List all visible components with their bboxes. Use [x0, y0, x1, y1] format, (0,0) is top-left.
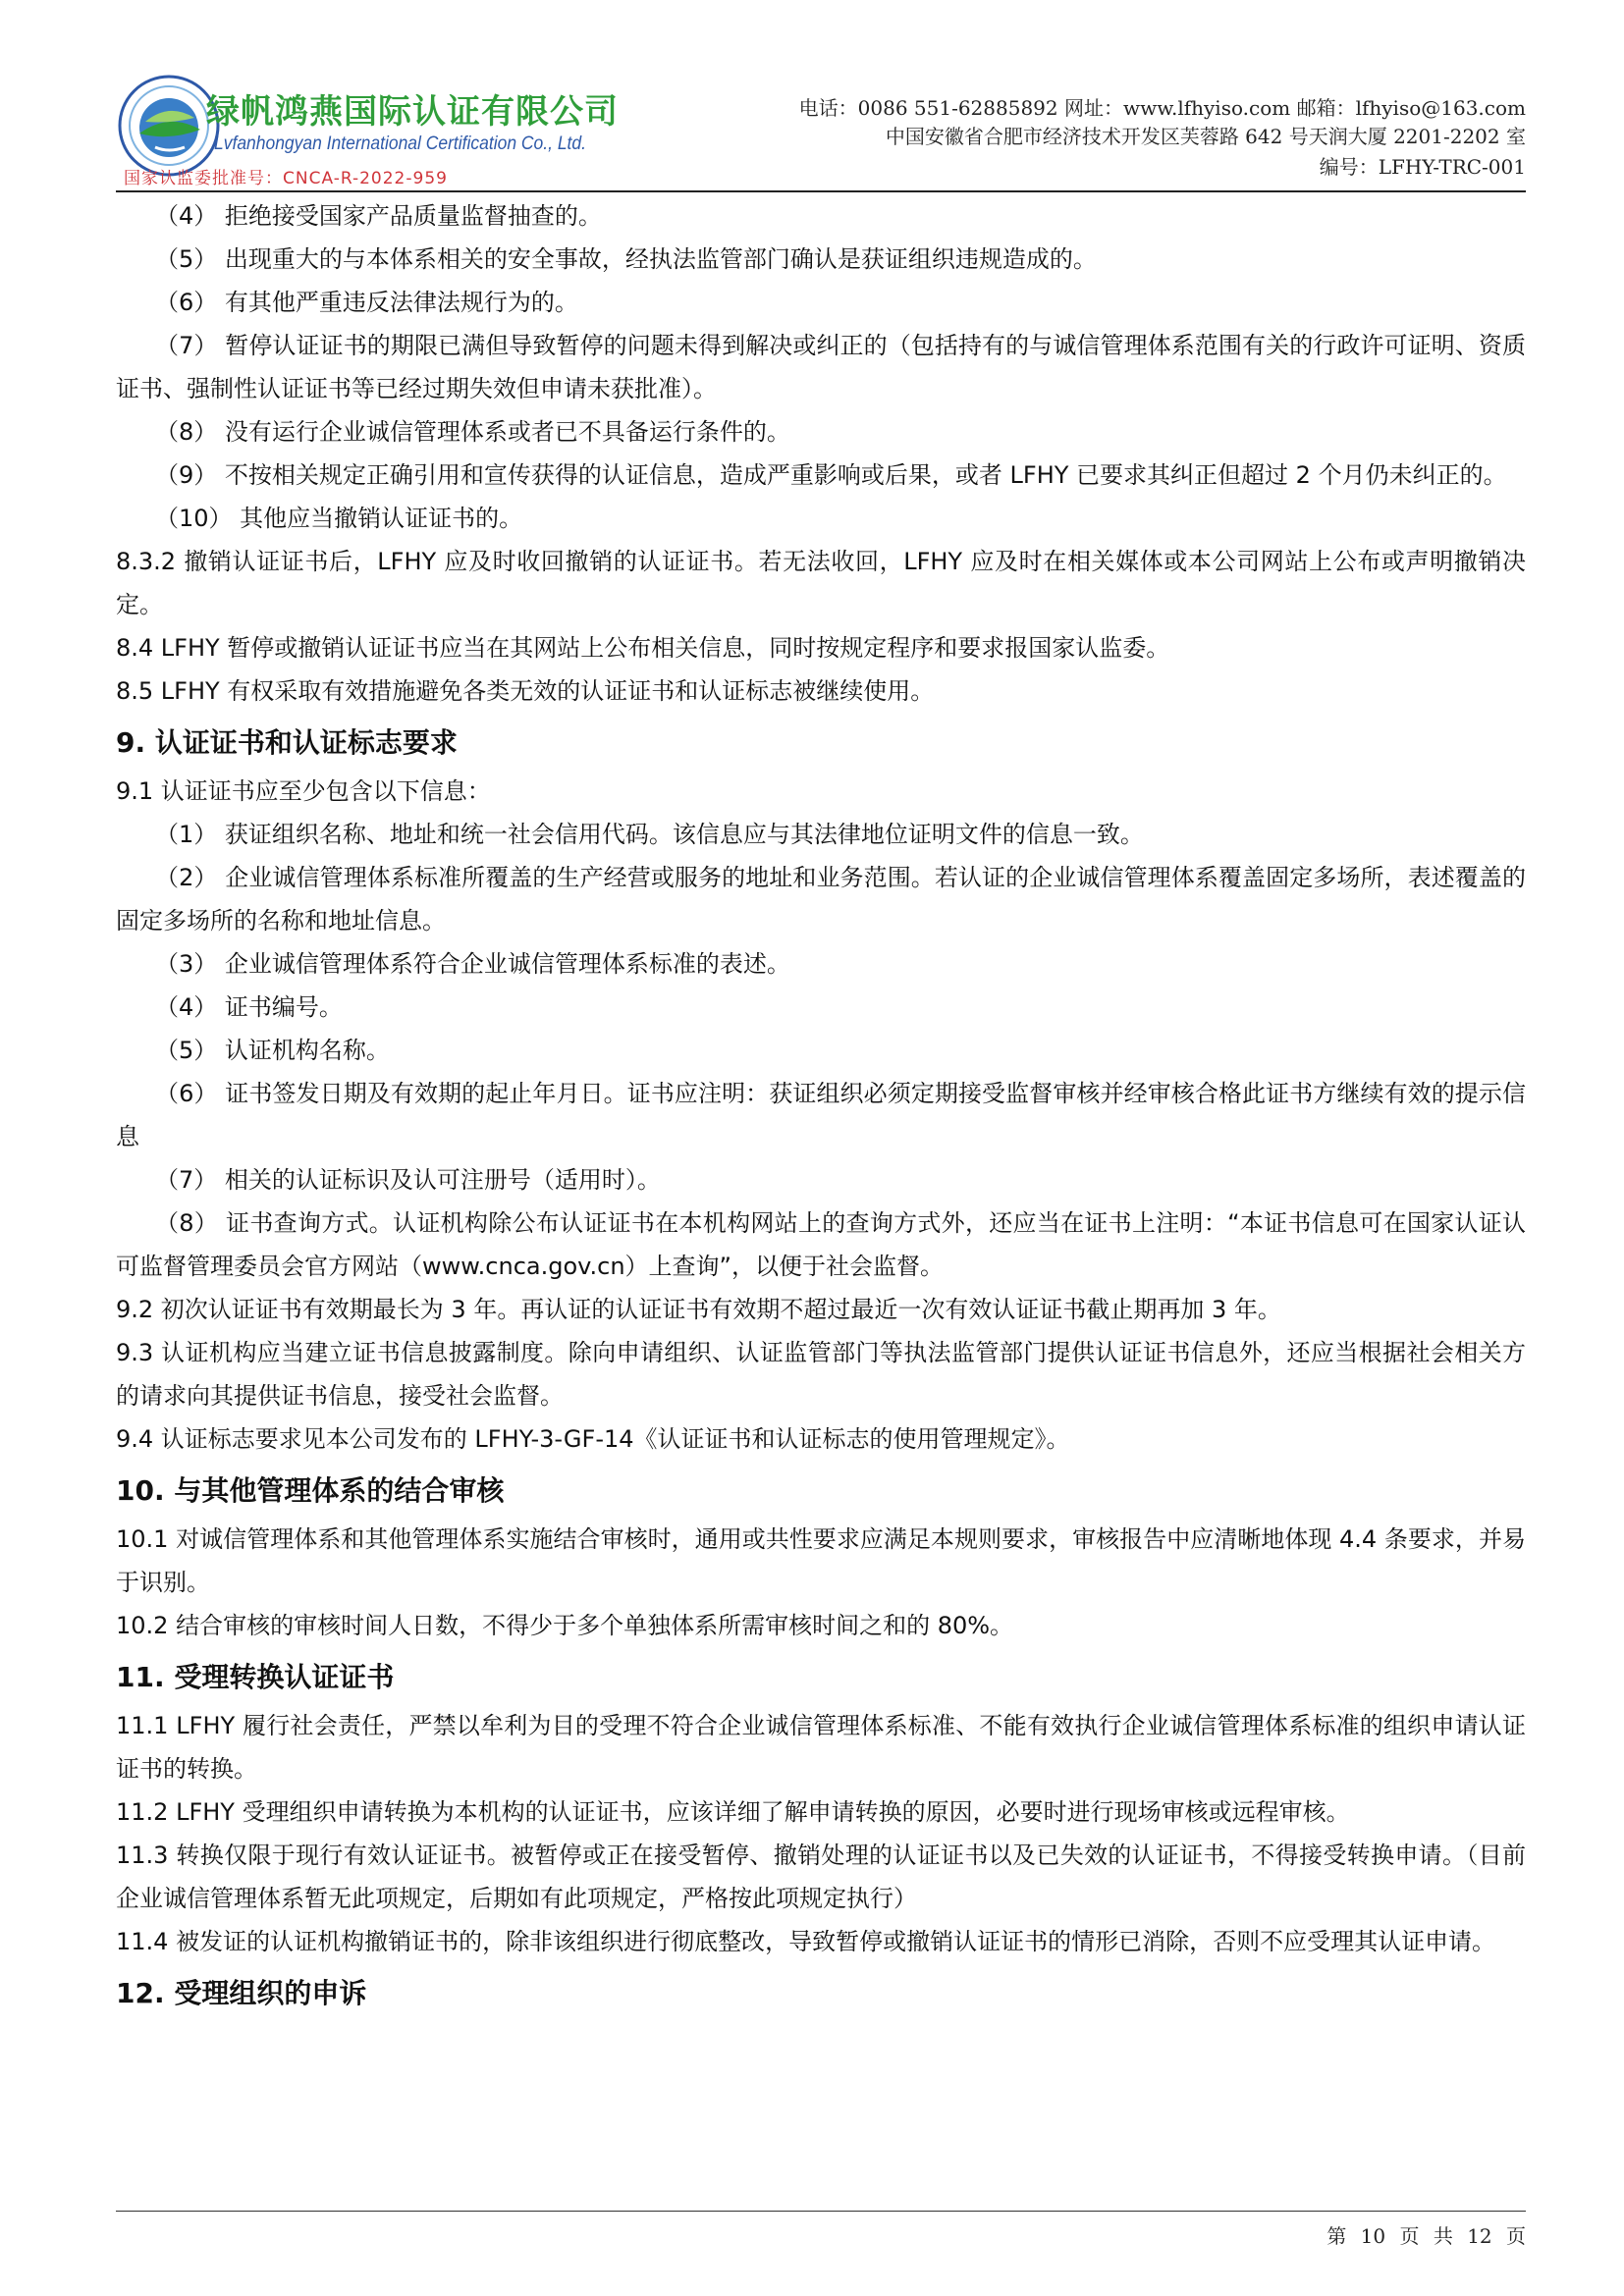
company-name-en: Lvfanhongyan International Certification Co., Ltd. — [214, 133, 586, 154]
section-heading-12: 12. 受理组织的申诉 — [116, 1977, 367, 2009]
section-heading-10: 10. 与其他管理体系的结合审核 — [116, 1474, 505, 1507]
paragraph: 11.2 LFHY 受理组织申请转换为本机构的认证证书，应该详细了解申请转换的原因，必要时进行现场审核或远程审核。 — [116, 1798, 1350, 1826]
section-heading-11: 11. 受理转换认证证书 — [116, 1661, 395, 1693]
paragraph: （7） 暂停认证证书的期限已满但导致暂停的问题未得到解决或纠正的（包括持有的与诚信管理体系范围有关的行政许可证明、资质证书、强制性认证证书等已经过期失效但申请未获批准）。 — [116, 332, 1526, 402]
paragraph: （9） 不按相关规定正确引用和宣传获得的认证信息，造成严重影响或后果，或者 LFHY 已要求其纠正但超过 2 个月仍未纠正的。 — [155, 461, 1507, 489]
company-name-cn: 绿帆鸿燕国际认证有限公司 — [206, 92, 619, 132]
paragraph: （5） 认证机构名称。 — [155, 1037, 390, 1064]
header-divider — [116, 190, 1526, 192]
paragraph: （6） 有其他严重违反法律法规行为的。 — [155, 289, 578, 316]
paragraph: （8） 没有运行企业诚信管理体系或者已不具备运行条件的。 — [155, 418, 790, 446]
paragraph: （7） 相关的认证标识及认可注册号（适用时）。 — [155, 1166, 661, 1194]
paragraph: （10） 其他应当撤销认证证书的。 — [155, 505, 523, 532]
paragraph: （5） 出现重大的与本体系相关的安全事故，经执法监管部门确认是获证组织违规造成的。 — [155, 245, 1097, 273]
paragraph: （4） 证书编号。 — [155, 993, 343, 1021]
paragraph: （6） 证书签发日期及有效期的起止年月日。证书应注明：获证组织必须定期接受监督审核并经审核合格此证书方继续有效的提示信息 — [116, 1080, 1526, 1150]
paragraph: 8.5 LFHY 有权采取有效措施避免各类无效的认证证书和认证标志被继续使用。 — [116, 677, 935, 705]
page-number: 第 10 页 共 12 页 — [1326, 2224, 1526, 2248]
paragraph: 11.3 转换仅限于现行有效认证证书。被暂停或正在接受暂停、撤销处理的认证证书以及已失效的认证证书，不得接受转换申请。（目前企业诚信管理体系暂无此项规定，后期如有此项规定，严格按此项规定执行） — [116, 1842, 1526, 1912]
contact-info: 电话：0086 551-62885892 网址：www.lfhyiso.com 邮箱：lfhyiso@163.com — [798, 96, 1526, 120]
paragraph: 9.1 认证证书应至少包含以下信息： — [116, 777, 491, 805]
paragraph: 8.3.2 撤销认证证书后，LFHY 应及时收回撤销的认证证书。若无法收回，LFHY 应及时在相关媒体或本公司网站上公布或声明撤销决定。 — [116, 548, 1526, 618]
paragraph: （1） 获证组织名称、地址和统一社会信用代码。该信息应与其法律地位证明文件的信息一致。 — [155, 821, 1144, 848]
paragraph: 8.4 LFHY 暂停或撤销认证证书应当在其网站上公布相关信息，同时按规定程序和要求报国家认监委。 — [116, 634, 1170, 662]
footer-divider — [116, 2211, 1526, 2212]
paragraph: （4） 拒绝接受国家产品质量监督抽查的。 — [155, 202, 602, 230]
section-heading-9: 9. 认证证书和认证标志要求 — [116, 726, 458, 759]
document-body — [116, 194, 1526, 2020]
paragraph: 9.2 初次认证证书有效期最长为 3 年。再认证的认证证书有效期不超过最近一次有效认证证书截止期再加 3 年。 — [116, 1296, 1281, 1323]
paragraph: （8） 证书查询方式。认证机构除公布认证证书在本机构网站上的查询方式外，还应当在证书上注明：“本证书信息可在国家认证认可监督管理委员会官方网站（www.cnca.gov.cn）上查询”，以便于社会监督。 — [116, 1209, 1526, 1280]
document-number: 编号：LFHY-TRC-001 — [1319, 155, 1526, 179]
paragraph: 9.3 认证机构应当建立证书信息披露制度。除向申请组织、认证监管部门等执法监管部门提供认证证书信息外，还应当根据社会相关方的请求向其提供证书信息，接受社会监督。 — [116, 1339, 1526, 1410]
paragraph: 10.1 对诚信管理体系和其他管理体系实施结合审核时，通用或共性要求应满足本规则要求，审核报告中应清晰地体现 4.4 条要求，并易于识别。 — [116, 1525, 1526, 1596]
paragraph: 9.4 认证标志要求见本公司发布的 LFHY-3-GF-14《认证证书和认证标志的使用管理规定》。 — [116, 1425, 1070, 1453]
paragraph: （2） 企业诚信管理体系标准所覆盖的生产经营或服务的地址和业务范围。若认证的企业诚信管理体系覆盖固定多场所，表述覆盖的固定多场所的名称和地址信息。 — [116, 864, 1526, 934]
license-number: 国家认监委批准号：CNCA-R-2022-959 — [124, 169, 448, 188]
paragraph: 10.2 结合审核的审核时间人日数，不得少于多个单独体系所需审核时间之和的 80%。 — [116, 1612, 1014, 1639]
page-header — [116, 69, 1526, 188]
paragraph: 11.1 LFHY 履行社会责任，严禁以牟利为目的受理不符合企业诚信管理体系标准、不能有效执行企业诚信管理体系标准的组织申请认证证书的转换。 — [116, 1712, 1526, 1783]
paragraph: （3） 企业诚信管理体系符合企业诚信管理体系标准的表述。 — [155, 950, 790, 978]
company-address: 中国安徽省合肥市经济技术开发区芙蓉路 642 号天润大厦 2201-2202 室 — [885, 125, 1526, 148]
paragraph: 11.4 被发证的认证机构撤销证书的，除非该组织进行彻底整改，导致暂停或撤销认证证书的情形已消除，否则不应受理其认证申请。 — [116, 1928, 1496, 1955]
